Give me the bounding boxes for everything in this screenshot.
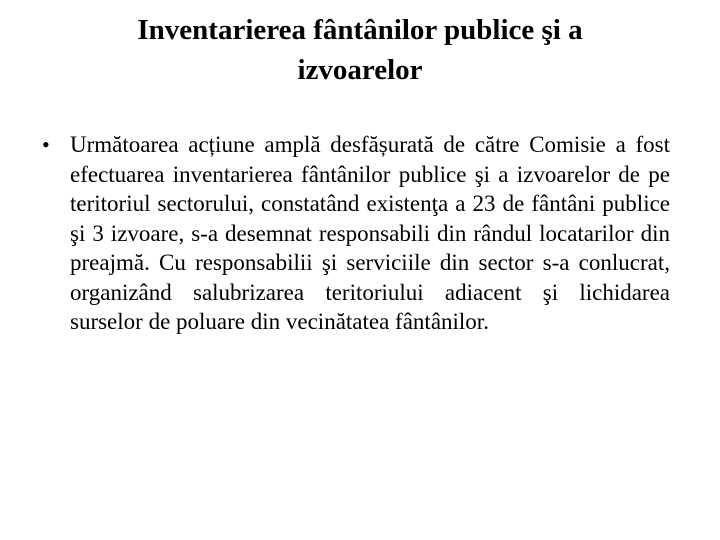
bullet-list xyxy=(42,130,670,337)
slide-title: Inventarierea fântânilor publice şi a izvoarelor xyxy=(137,14,583,86)
bullet-item xyxy=(42,130,670,337)
bullet-marker-icon: • xyxy=(42,132,50,157)
bullet-text: Următoarea acțiune amplă desfășurată de către Comisie a fost efectuarea inventarierea fântânilor publice şi a izvoarelor de pe teritoriul sectorului, constatând existenţa a 23 de fântâni publice şi 3 izvoare, s-a desemnat responsabili din rândul locatarilor din preajmă. Cu responsabilii şi serviciile din sector s-a conlucrat, organizând salubrizarea teritoriului adiacent şi lichidarea surselor de poluare din vecinătatea fântânilor. xyxy=(70,132,670,334)
